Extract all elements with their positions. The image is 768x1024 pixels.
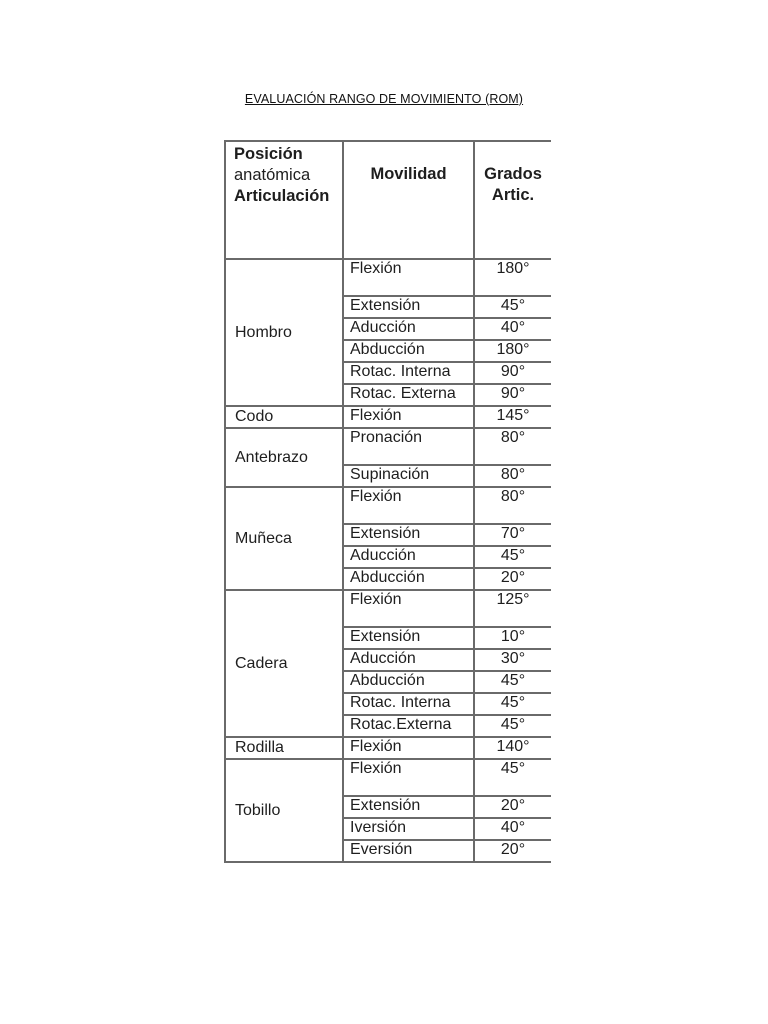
degrees-cell: 10°: [474, 627, 551, 649]
joint-cell: Tobillo: [225, 759, 343, 862]
header-degrees-line2: Artic.: [491, 186, 535, 204]
table-row: [225, 487, 551, 524]
degrees-cell: 80°: [474, 465, 551, 487]
joint-cell: Muñeca: [225, 487, 343, 590]
degrees-cell: 70°: [474, 524, 551, 546]
table-row: [225, 759, 551, 796]
movement-cell: Abducción: [343, 340, 474, 362]
degrees-cell: 80°: [474, 487, 551, 524]
header-movement-label: Movilidad: [370, 165, 447, 183]
movement-cell: Flexión: [343, 590, 474, 627]
movement-cell: Rotac. Interna: [343, 362, 474, 384]
degrees-cell: 140°: [474, 737, 551, 759]
page-title: EVALUACIÓN RANGO DE MOVIMIENTO (ROM): [244, 92, 524, 106]
degrees-cell: 45°: [474, 693, 551, 715]
header-degrees: [474, 141, 551, 259]
degrees-cell: 20°: [474, 840, 551, 862]
movement-cell: Iversión: [343, 818, 474, 840]
header-joint-line2: anatómica: [234, 166, 311, 184]
table-header: [225, 141, 551, 259]
degrees-cell: 125°: [474, 590, 551, 627]
movement-cell: Flexión: [343, 406, 474, 428]
degrees-cell: 45°: [474, 759, 551, 796]
degrees-cell: 40°: [474, 318, 551, 340]
degrees-cell: 180°: [474, 340, 551, 362]
joint-cell: Antebrazo: [225, 428, 343, 487]
table-row: [225, 259, 551, 296]
movement-cell: Rotac. Interna: [343, 693, 474, 715]
degrees-cell: 45°: [474, 546, 551, 568]
movement-cell: Abducción: [343, 671, 474, 693]
table-row: [225, 590, 551, 627]
movement-cell: Eversión: [343, 840, 474, 862]
header-degrees-line1: Grados: [484, 165, 542, 183]
degrees-cell: 20°: [474, 568, 551, 590]
joint-cell: Rodilla: [225, 737, 343, 759]
joint-cell: Cadera: [225, 590, 343, 737]
degrees-cell: 145°: [474, 406, 551, 428]
movement-cell: Abducción: [343, 568, 474, 590]
degrees-cell: 45°: [474, 715, 551, 737]
header-row: [225, 141, 551, 259]
degrees-cell: 90°: [474, 384, 551, 406]
joint-cell: Hombro: [225, 259, 343, 406]
degrees-cell: 90°: [474, 362, 551, 384]
joint-cell: Codo: [225, 406, 343, 428]
movement-cell: Rotac. Externa: [343, 384, 474, 406]
movement-cell: Rotac.Externa: [343, 715, 474, 737]
degrees-cell: 80°: [474, 428, 551, 465]
header-joint-line1: Posición: [234, 145, 303, 163]
degrees-cell: 20°: [474, 796, 551, 818]
movement-cell: Flexión: [343, 259, 474, 296]
header-joint-line3: Articulación: [234, 187, 330, 205]
table-row: [225, 406, 551, 428]
degrees-cell: 45°: [474, 671, 551, 693]
movement-cell: Extensión: [343, 296, 474, 318]
header-movement: [343, 141, 474, 259]
movement-cell: Flexión: [343, 759, 474, 796]
movement-cell: Supinación: [343, 465, 474, 487]
degrees-cell: 30°: [474, 649, 551, 671]
movement-cell: Extensión: [343, 524, 474, 546]
table-row: [225, 737, 551, 759]
degrees-cell: 180°: [474, 259, 551, 296]
movement-cell: Aducción: [343, 649, 474, 671]
table-body: [225, 259, 551, 862]
movement-cell: Aducción: [343, 546, 474, 568]
movement-cell: Flexión: [343, 487, 474, 524]
degrees-cell: 45°: [474, 296, 551, 318]
degrees-cell: 40°: [474, 818, 551, 840]
movement-cell: Pronación: [343, 428, 474, 465]
movement-cell: Flexión: [343, 737, 474, 759]
movement-cell: Extensión: [343, 796, 474, 818]
header-joint: [225, 141, 343, 259]
rom-table: [224, 140, 551, 863]
movement-cell: Extensión: [343, 627, 474, 649]
table-row: [225, 428, 551, 465]
movement-cell: Aducción: [343, 318, 474, 340]
